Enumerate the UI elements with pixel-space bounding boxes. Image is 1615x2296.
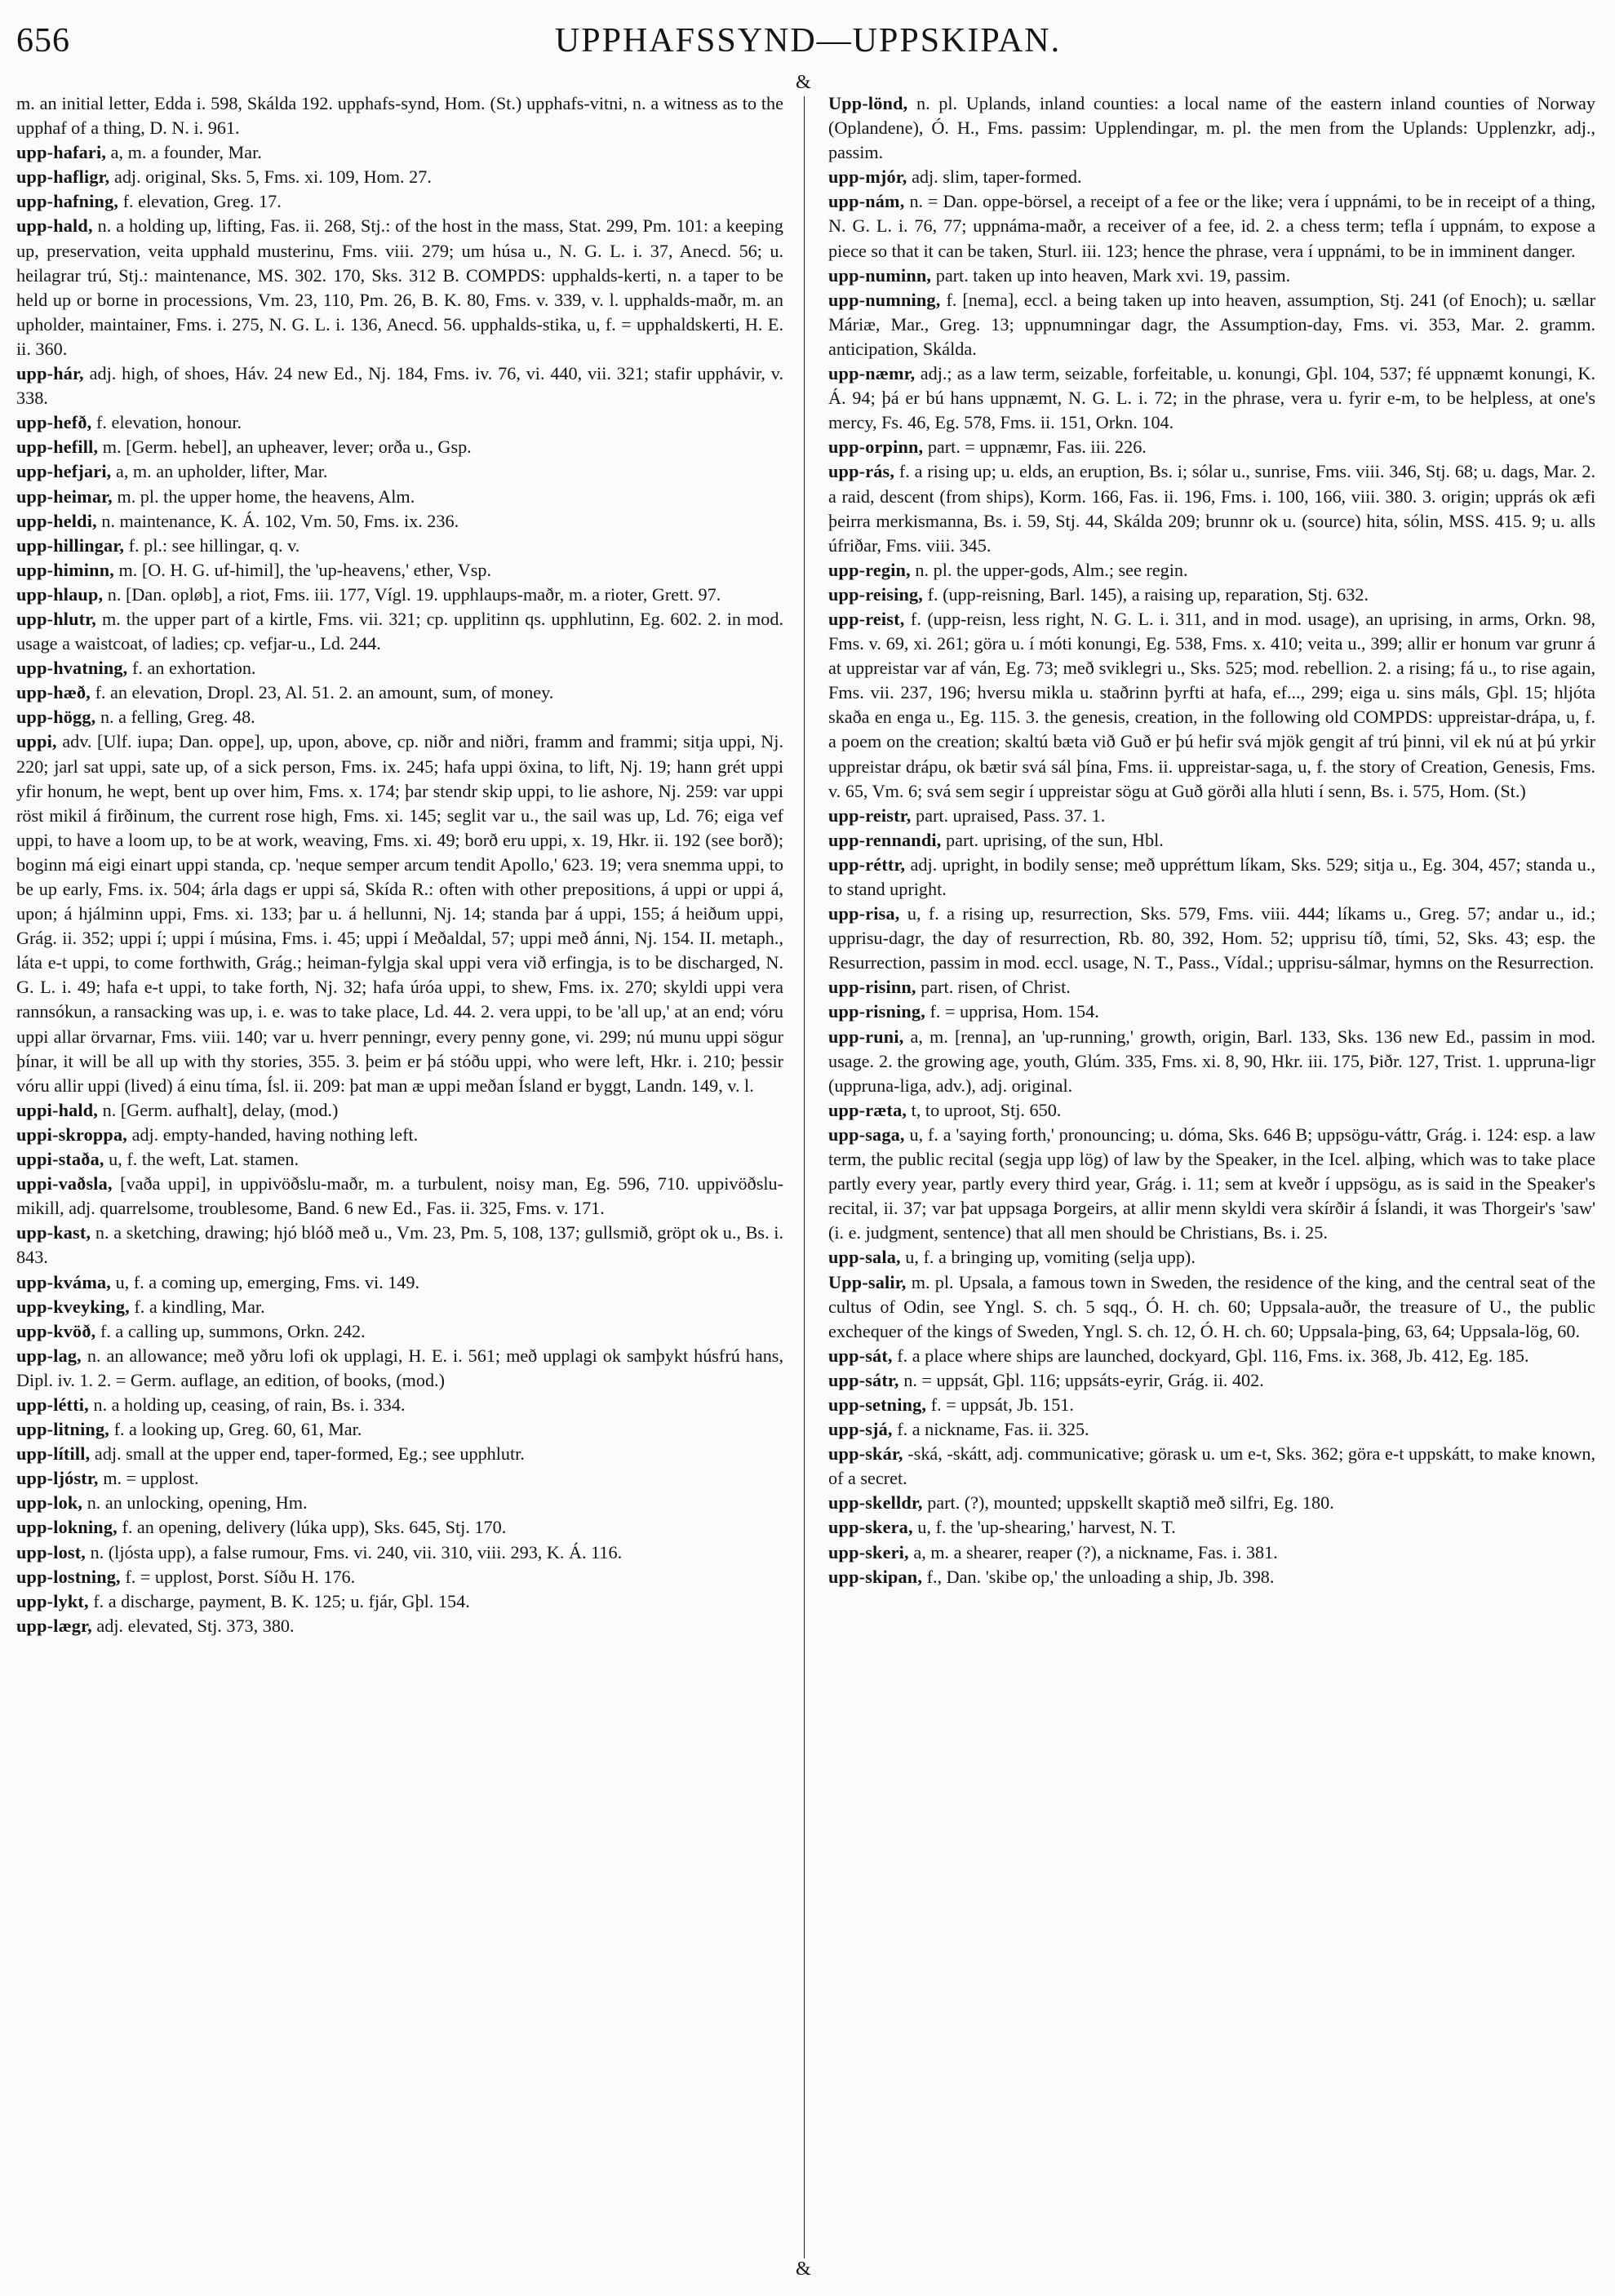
entry-definition: -ská, -skátt, adj. communicative; görask u. um e-t, Sks. 362; göra e-t uppskátt, to make known, of a secret. [828,1443,1595,1489]
entry-headword: upp-lykt, [16,1590,89,1611]
entry-headword: Upp-lönd, [828,93,908,113]
dictionary-entry [16,729,783,1097]
running-title: UPPHAFSSYND—UPPSKIPAN. [554,22,1062,60]
dictionary-entry [828,1515,1595,1540]
entry-definition: u, f. a 'saying forth,' pronouncing; u. dóma, Sks. 646 B; uppsögu-váttr, Grág. i. 124: esp. a law term, the public recital (segja upp lög) of law by the Speaker, in the Icel. alþing, which was to take place partly every year, partly every third year, Grág. i. 11; sem at kveðr í uppsögu, as is said in the Speaker's recital, ii. 37; var þat uppsaga Þorgeirs, at allir menn skyldi vera skírðir á Íslandi, it was Thorgeir's 'saw' (i. e. judgment, sentence) that all men should be Christians, Bs. i. 25. [828,1124,1595,1243]
dictionary-entry [16,410,783,435]
entry-definition: f. a place where ships are launched, dockyard, Gþl. 116, Fms. ix. 368, Jb. 412, Eg. 185. [892,1345,1529,1366]
entry-definition: m. pl. Upsala, a famous town in Sweden, the residence of the king, and the central seat of the cultus of Odin, see Yngl. S. ch. 5 sqq., Ó. H. ch. 60; Uppsala-auðr, the treasure of U., the public exchequer of the kings of Sweden, Yngl. S. ch. 12, Ó. H. ch. 60; Uppsala-þing, 63, 64; Uppsala-lög, 60. [828,1271,1595,1341]
dictionary-entry [16,1098,783,1123]
entry-definition: f. pl.: see hillingar, q. v. [124,534,300,556]
dictionary-entry [828,361,1595,435]
left-column [16,91,783,2262]
entry-headword: upp-réttr, [828,853,906,875]
dictionary-entry [16,1515,783,1540]
entry-headword: upp-risa, [828,903,900,924]
entry-definition: adv. [Ulf. iupa; Dan. oppe], up, upon, above, cp. niðr and niðri, framm and frammi; sitja uppi, Nj. 220; jarl sat uppi, sate up, of a sick person, Fms. ix. 245; hafa uppi öxina, to lift, Nj. 19; hann grét uppi yfir honum, he wept, bent up over him, Fms. x. 174; þar stendr skip uppi, to lie ashore, Nj. 259: var uppi röst mikil á firðinum, the current rose high, Fms. xi. 145; seglit var u., the sail was up, Ld. 76; eiga vef uppi, to have a loom up, to be at work, weaving, Fms. xi. 49; borð eru uppi, x. 19, Hkr. ii. 192 (see borð); boginn má eigi einart uppi standa, cp. 'neque semper arcum tendit Apollo,' 623. 19; vera snemma uppi, to be up early, Fms. ix. 504; árla dags er uppi sá, Skída R.: often with other prepositions, á uppi or uppi á, upon; á hjálminn uppi, Fms. xi. 133; þar u. á hellunni, Nj. 14; standa þar á uppi, 155; á heiðum uppi, Grág. ii. 352; uppi í; uppi í músina, Fms. i. 45; uppi í Meðaldal, 57; uppi með ánni, Nj. 154. II. metaph., láta e-t uppi, to come forthwith, Grág.; heiman-fylgja skal uppi vera við erfingja, is to be discharged, N. G. L. i. 49; hafa e-t uppi, to take forth, Nj. 32; hafa úróa uppi, to shew, Fms. ix. 270; skyldi uppi vera rannsókun, a ransacking was up, i. e. was to take place, Ld. 44. 2. vera uppi, to be 'all up,' at an end; vóru uppi allar örvarnar, Fms. viii. 140; var u. hverr penningr, every penny gone, vi. 299; nú munu uppi sögur þínar, it will be all up with thy stories, 355. 3. þeim er þá stóðu uppi, who were left, Hkr. i. 210; þessir vóru allir uppi (lived) á einu tíma, Ísl. ii. 209: þat man æ uppi meðan Ísland er byggt, Landn. 149, v. l. [16,731,783,1096]
entry-headword: upp-lítill, [16,1443,91,1465]
entry-headword: upp-runi, [828,1026,904,1047]
dictionary-entry [16,214,783,361]
entry-definition: adj. elevated, Stj. 373, 380. [91,1615,295,1636]
entry-definition: u, f. a rising up, resurrection, Sks. 579, Fms. viii. 444; líkams u., Greg. 57; andar u., id.; upprisu-dagr, the day of resurrection, Rb. 80, 392, Hom. 52; upprisu tíð, tími, 52, Sks. 43; esp. the Resurrection, passim in mod. eccl. usage, N. T., Pass., Vídal.; upprisu-sálmar, hymns on the Resurrection. [828,903,1595,973]
entry-headword: upp-skár, [828,1443,903,1465]
entry-headword: upp-nám, [828,191,905,212]
dictionary-entry [16,1172,783,1221]
dictionary-entry [828,583,1595,607]
column-ornament-bottom: & [796,2258,811,2280]
dictionary-entry [828,1025,1595,1098]
entry-headword: upp-lost, [16,1541,87,1562]
dictionary-entry [828,1442,1595,1491]
entry-definition: adj. small at the upper end, taper-formed, Eg.; see upphlutr. [90,1443,525,1465]
right-column [828,91,1595,2262]
dictionary-entry [828,828,1595,853]
dictionary-entry [828,459,1595,557]
dictionary-entry [16,165,783,189]
entry-definition: f. an exhortation. [127,658,256,679]
entry-definition: f. = upprisa, Hom. 154. [925,1001,1099,1022]
dictionary-entry [828,1417,1595,1442]
entry-headword: upp-orpinn, [828,437,924,458]
dictionary-entry [828,1344,1595,1368]
entry-headword: upp-setning, [828,1394,927,1415]
entry-headword: upp-litning, [16,1419,110,1440]
entry-definition: t, to uproot, Stj. 650. [907,1099,1062,1120]
entry-headword: upp-sátr, [828,1369,899,1390]
entry-definition: f. a looking up, Greg. 60, 61, Mar. [109,1419,362,1440]
dictionary-entry [16,607,783,656]
entry-headword: upp-hæð, [16,682,91,703]
entry-headword: upp-lag, [16,1345,82,1366]
entry-definition: f. a kindling, Mar. [129,1296,265,1317]
dictionary-entry [16,189,783,214]
dictionary-entry [16,558,783,583]
entry-headword: upp-lok, [16,1492,83,1514]
dictionary-entry [16,1221,783,1270]
entry-headword: upp-skipan, [828,1566,923,1587]
entry-definition: a, m. [renna], an 'up-running,' growth, origin, Barl. 133, Sks. 136 new Ed., passim in mod. usage. 2. the growing age, youth, Glúm. 335, Fms. xi. 8, 90, Hkr. iii. 175, Þiðr. 127, Trist. 1. uppruna-ligr (uppruna-liga, adv.), adj. original. [828,1026,1595,1096]
entry-headword: upp-hefð, [16,412,92,433]
entry-definition: f., Dan. 'skibe op,' the unloading a ship, Jb. 398. [922,1566,1275,1587]
dictionary-entry [828,1270,1595,1344]
dictionary-entry [16,459,783,484]
entry-headword: upp-reising, [828,583,924,605]
dictionary-entry [16,1466,783,1491]
dictionary-entry [16,1344,783,1393]
page-header [16,18,1599,69]
entry-definition: m. = upplost. [98,1468,199,1489]
entry-headword: upp-heimar, [16,485,113,507]
entry-headword: upp-hefjari, [16,461,112,482]
dictionary-entry [828,975,1595,1000]
entry-headword: upp-risning, [828,1001,925,1022]
entry-headword: upp-hefill, [16,437,99,458]
page-number: 656 [16,22,70,60]
entry-definition: [vaða uppi], in uppivöðslu-maðr, m. a turbulent, noisy man, Eg. 596, 710. uppivöðslu-mikill, adj. quarrelsome, troublesome, Band. 6 new Ed., Fas. ii. 325, Fms. v. 171. [16,1173,783,1219]
entry-definition: f. a nickname, Fas. ii. 325. [892,1419,1089,1440]
entry-definition: part. (?), mounted; uppskellt skaptið með silfri, Eg. 180. [922,1492,1334,1514]
entry-definition: f. (upp-reisn, less right, N. G. L. i. 311, and in mod. usage), an uprising, in arms, Orkn. 98, Fms. v. 69, xi. 261; göra u. í móti konungi, Eg. 538, Fms. x. 410; veita u., 399; allir er honum var grunr á at uppreistar var af ván, Eg. 73; með sviklegri u., Sks. 525; mod. rebellion. 2. a rising; fá u., to rise again, Fms. vii. 237, 196; hversu mikla u. staðrinn þyrfti at hafa, ef..., 299; eiga u. sins máls, Gþl. 15; hljóta skaða en enga u., Eg. 115. 3. the genesis, creation, in the following old COMPDS: uppreistar-drápa, u, f. a poem on the creation; skaltú bæta við Guð er þú hefir svá mjök gengit af trú þinni, vil ek nú at þú yrkir uppreistar drápu, ok bætir svá sál þína, Fms. ii. uppreistar-saga, u, f. the story of Creation, Genesis, Fms. v. 65, Vm. 6; svá sem segir í uppreistar sögu at Guð görði alla hluti í senn, Bs. i. 575, Hom. (St.) [828,608,1595,801]
dictionary-entry [828,853,1595,902]
entry-definition: n. = uppsát, Gþl. 116; uppsáts-eyrir, Grág. ii. 402. [898,1369,1264,1390]
dictionary-entry [16,435,783,459]
entry-headword: upp-rennandi, [828,829,942,850]
dictionary-entry [16,1270,783,1295]
dictionary-entry [828,1491,1595,1515]
column-divider [804,96,805,2258]
dictionary-entry [16,1442,783,1466]
entry-headword: upp-hillingar, [16,534,125,556]
dictionary-entry [828,1368,1595,1393]
entry-headword: uppi-vaðsla, [16,1173,113,1195]
dictionary-entry [828,558,1595,583]
entry-headword: upp-skera, [828,1517,913,1538]
dictionary-entry [828,1098,1595,1123]
entry-definition: adj. original, Sks. 5, Fms. xi. 109, Hom. 27. [109,166,432,188]
dictionary-entry [828,1393,1595,1417]
entry-definition: f. a calling up, summons, Orkn. 242. [95,1320,366,1341]
dictionary-entry [16,1417,783,1442]
entry-headword: upp-heldi, [16,510,97,531]
entry-headword: upp-næmr, [828,363,916,384]
entry-headword: upp-lostning, [16,1566,121,1587]
entry-headword: upp-sjá, [828,1419,893,1440]
entry-definition: part. taken up into heaven, Mark xvi. 19, passim. [931,264,1291,286]
entry-definition: adj. slim, taper-formed. [907,166,1082,188]
dictionary-entry [828,607,1595,804]
entry-definition: m. pl. the upper home, the heavens, Alm. [112,485,415,507]
entry-definition: m. the upper part of a kirtle, Fms. vii. 321; cp. upplitinn qs. upphlutinn, Eg. 602. 2. in mod. usage a waistcoat, of ladies; cp. vefjar-u., Ld. 244. [16,608,783,654]
dictionary-entry [828,264,1595,288]
dictionary-entry [16,509,783,534]
entry-headword: upp-hvatning, [16,658,128,679]
entry-definition: f. = uppsát, Jb. 151. [926,1394,1074,1415]
entry-definition: part. = uppnæmr, Fas. iii. 226. [923,437,1147,458]
entry-headword: upp-saga, [828,1124,905,1145]
entry-definition: n. [Germ. aufhalt], delay, (mod.) [98,1099,339,1120]
entry-definition: n. [Dan. opløb], a riot, Fms. iii. 177, Vígl. 19. upphlaups-maðr, m. a rioter, Grett. 97. [103,583,721,605]
entry-headword: upp-hald, [16,215,93,237]
entry-headword: upp-mjór, [828,166,907,188]
dictionary-entry [828,91,1595,165]
entry-definition: n. a holding up, lifting, Fas. ii. 268, Stj.: of the host in the mass, Stat. 299, Pm. 101: a keeping up, preservation, veita upphald musterinu, Fms. viii. 279; um húsa u., N. G. L. i. 37, Anecd. 56; u. heilagrar trú, Stj.: maintenance, MS. 302. 170, Sks. 312 B. COMPDS: upphalds-kerti, n. a taper to be held up or borne in processions, Vm. 23, 110, Pm. 26, B. K. 80, Fms. v. 339, v. l. upphalds-maðr, m. an upholder, maintainer, Fms. i. 275, N. G. L. i. 136, Anecd. 56. upphalds-stika, u, f. = upphaldskerti, H. E. ii. 360. [16,215,783,359]
entry-definition: u, f. a coming up, emerging, Fms. vi. 149. [111,1271,420,1292]
dictionary-entry [16,705,783,729]
entry-headword: upp-hafari, [16,142,107,163]
dictionary-entry [828,189,1595,263]
dictionary-entry [16,583,783,607]
dictionary-entry [828,1540,1595,1565]
entry-definition: f. [nema], eccl. a being taken up into heaven, assumption, Stj. 241 (of Enoch); u. sællar Máriæ, Mar., Greg. 13; uppnumningar dagr, the Assumption-day, Fms. vi. 353, Mar. 2. gramm. anticipation, Skálda. [828,289,1595,359]
entry-headword: upp-sala, [828,1247,901,1268]
entry-headword: upp-hlaup, [16,583,104,605]
dictionary-entry [828,1565,1595,1589]
entry-definition: part. upraised, Pass. 37. 1. [911,804,1106,826]
entry-headword: upp-högg, [16,707,96,728]
entry-headword: upp-ræta, [828,1099,907,1120]
entry-definition: a, m. a shearer, reaper (?), a nickname, Fas. i. 381. [908,1541,1278,1562]
entry-headword: upp-hár, [16,363,84,384]
dictionary-entry [828,1123,1595,1245]
entry-definition: adj.; as a law term, seizable, forfeitable, u. konungi, Gþl. 104, 537; fé uppnæmt konungi, K. Á. 94; þá er bú hans uppnæmt, N. G. L. i. 72; in the phrase, vera u. fyrir e-m, to be helpless, at one's mercy, Fs. 46, Eg. 578, Fms. ii. 151, Orkn. 104. [828,363,1595,433]
entry-headword: upp-hlutr, [16,608,96,629]
dictionary-entry [16,485,783,509]
entry-definition: n. = Dan. oppe-börsel, a receipt of a fee or the like; vera í uppnámi, to be in receipt of a thing, N. G. L. i. 76, 77; uppnáma-maðr, a receiver of a fee, id. 2. a chess term; tefla í uppnám, to expose a piece so that it can be taken, Sturl. iii. 123; hence the phrase, vera í uppnámi, to be in imminent danger. [828,191,1595,261]
entry-definition: n. pl. the upper-gods, Alm.; see regin. [910,559,1188,580]
entry-definition: m. [O. H. G. uf-himil], the 'up-heavens,' ether, Vsp. [114,559,492,580]
entry-headword: upp-skelldr, [828,1492,923,1514]
left-continuation: m. an initial letter, Edda i. 598, Skálda 192. upphafs-synd, Hom. (St.) upphafs-vitni, n. a witness as to the upphaf of a thing, D. N. i. 961. [16,93,783,139]
entry-headword: uppi-skroppa, [16,1124,128,1145]
dictionary-entry [16,1393,783,1417]
entry-headword: upp-reistr, [828,804,912,826]
entry-definition: n. a felling, Greg. 48. [95,707,255,728]
entry-headword: upp-hafligr, [16,166,110,188]
entry-definition: part. risen, of Christ. [916,977,1071,998]
entry-headword: upp-létti, [16,1394,89,1415]
entry-headword: upp-numinn, [828,264,932,286]
entry-headword: Upp-salir, [828,1271,907,1292]
entry-definition: f. elevation, Greg. 17. [118,191,282,212]
dictionary-entry [16,1491,783,1515]
entry-definition: f. = upplost, Þorst. Síðu H. 176. [120,1566,356,1587]
entry-headword: upp-regin, [828,559,911,580]
dictionary-entry [828,288,1595,361]
entry-definition: n. a sketching, drawing; hjó blóð með u., Vm. 23, Pm. 5, 108, 137; gullsmið, gröpt ok u., Bs. i. 843. [16,1222,783,1268]
dictionary-entry [828,1245,1595,1270]
entry-headword: upp-kvöð, [16,1320,96,1341]
dictionary-entry [828,435,1595,459]
dictionary-entry [828,165,1595,189]
dictionary-entry [828,804,1595,828]
entry-definition: f. a rising up; u. elds, an eruption, Bs. i; sólar u., sunrise, Fms. viii. 346, Stj. 68; u. dags, Mar. 2. a raid, descent (from ships), Korm. 166, Fas. ii. 196, Fms. i. 100, 166, viii. 380. 3. origin; upprás ok æfi þeirra merkismanna, Bs. i. 59, Stj. 44, Skálda 209; brunnr ok u. (source) hita, sólin, MSS. 415. 9; u. alls úfriðar, Fms. viii. 345. [828,461,1595,556]
dictionary-entry [16,1319,783,1344]
dictionary-entry [16,1147,783,1172]
entry-definition: n. maintenance, K. Á. 102, Vm. 50, Fms. ix. 236. [96,510,459,531]
entry-definition: adj. upright, in bodily sense; með uppréttum líkam, Sks. 529; sitja u., Eg. 304, 457; standa u., to stand upright. [828,853,1595,899]
entry-headword: uppi-hald, [16,1099,99,1120]
entry-definition: u, f. the weft, Lat. stamen. [104,1149,299,1170]
entry-definition: adj. high, of shoes, Háv. 24 new Ed., Nj. 184, Fms. iv. 76, vi. 440, vii. 321; stafir upphávir, v. 338. [16,363,783,409]
entry-definition: part. uprising, of the sun, Hbl. [941,829,1164,850]
entry-definition: n. pl. Uplands, inland counties: a local name of the eastern inland counties of Norway (Oplandene), Ó. H., Fms. passim: Upplendingar, m. pl. the men from the Uplands: Upplenzkr, adj., passim. [828,93,1595,163]
entry-headword: uppi, [16,731,57,752]
entry-headword: upp-reist, [828,608,905,629]
dictionary-entry [16,1123,783,1147]
dictionary-entry [828,1000,1595,1024]
entry-headword: upp-himinn, [16,559,114,580]
entry-definition: u, f. the 'up-shearing,' harvest, N. T. [912,1517,1176,1538]
entry-definition: m. [Germ. hebel], an upheaver, lever; orða u., Gsp. [98,437,472,458]
dictionary-entry [16,680,783,705]
dictionary-entry [16,361,783,410]
entry-definition: a, m. a founder, Mar. [106,142,262,163]
entry-definition: u, f. a bringing up, vomiting (selja upp). [900,1247,1196,1268]
dictionary-entry [16,534,783,558]
dictionary-entry [16,1540,783,1565]
entry-definition: f. a discharge, payment, B. K. 125; u. fjár, Gþl. 154. [88,1590,470,1611]
dictionary-entry [16,1614,783,1638]
entry-headword: upp-hafning, [16,191,119,212]
dictionary-entry [16,1295,783,1319]
entry-headword: upp-ljóstr, [16,1468,99,1489]
entry-headword: upp-rás, [828,461,895,482]
entry-definition: f. (upp-reisning, Barl. 145), a raising up, reparation, Stj. 632. [923,583,1369,605]
dictionary-entry [16,140,783,165]
entry-headword: upp-lokning, [16,1517,118,1538]
entry-definition: adj. empty-handed, having nothing left. [127,1124,419,1145]
entry-definition: f. an elevation, Dropl. 23, Al. 51. 2. an amount, sum, of money. [91,682,554,703]
entry-definition: n. an unlocking, opening, Hm. [82,1492,308,1514]
dictionary-entry [16,1565,783,1589]
entry-headword: uppi-staða, [16,1149,104,1170]
column-ornament-top: & [796,72,811,93]
dictionary-entry [16,1589,783,1614]
entry-definition: f. elevation, honour. [91,412,242,433]
entry-definition: a, m. an upholder, lifter, Mar. [111,461,328,482]
entry-definition: n. (ljósta upp), a false rumour, Fms. vi. 240, vii. 310, viii. 293, K. Á. 116. [86,1541,623,1562]
entry-headword: upp-sát, [828,1345,893,1366]
entry-headword: upp-numning, [828,289,941,310]
dictionary-entry [16,656,783,680]
entry-headword: upp-kváma, [16,1271,112,1292]
entry-headword: upp-skeri, [828,1541,909,1562]
entry-definition: n. a holding up, ceasing, of rain, Bs. i. 334. [88,1394,406,1415]
entry-headword: upp-kast, [16,1222,91,1243]
entry-headword: upp-lægr, [16,1615,92,1636]
entry-headword: upp-kveyking, [16,1296,130,1317]
entry-definition: n. an allowance; með yðru lofi ok upplagi, H. E. i. 561; með upplagi ok samþykt húsfrú hans, Dipl. iv. 1. 2. = Germ. auflage, an edition, of books, (mod.) [16,1345,783,1390]
dictionary-entry [828,902,1595,975]
entry-definition: f. an opening, delivery (lúka upp), Sks. 645, Stj. 170. [117,1517,507,1538]
entry-headword: upp-risinn, [828,977,916,998]
